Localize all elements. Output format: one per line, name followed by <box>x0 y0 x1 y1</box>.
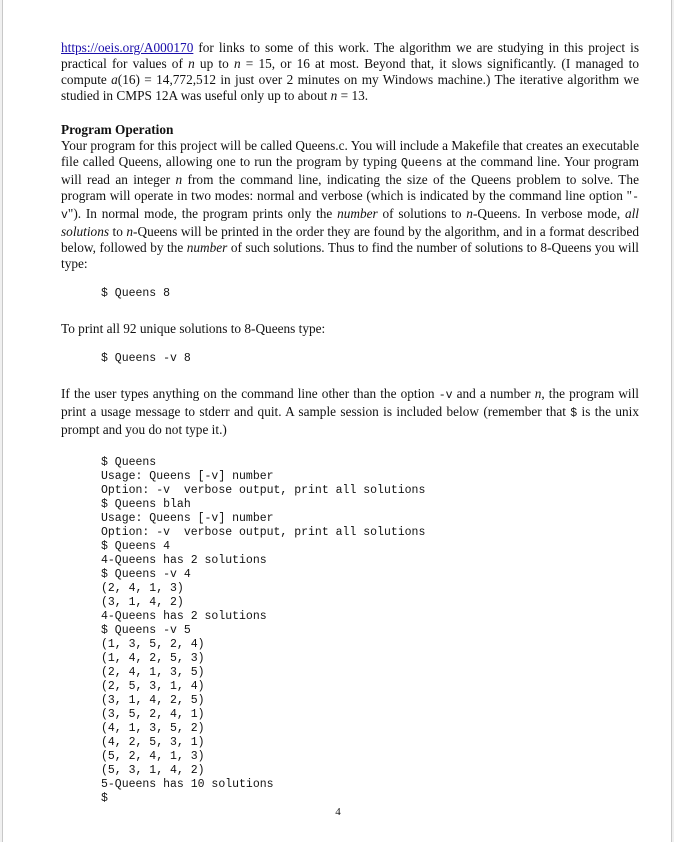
page-number: 4 <box>335 806 341 818</box>
inline-code: -v <box>438 389 453 402</box>
text: -Queens will be printed in the order they are found by the algorithm, and in a format described below, followed by the <box>61 224 639 255</box>
page-content <box>61 40 639 806</box>
text: of such solutions. Thus to find the number of solutions to 8-Queens you will type: <box>61 240 639 271</box>
text: at the command line. Your program will read an integer <box>61 154 639 187</box>
text: and a number <box>452 386 535 401</box>
text: is the unix prompt and you do not type it.) <box>61 404 639 437</box>
paragraph-print-all: To print all 92 unique solutions to 8-Queens type: <box>61 321 326 336</box>
math-n: n <box>534 386 542 401</box>
text: = 13. <box>337 88 369 103</box>
oeis-link[interactable]: https://oeis.org/A000170 <box>61 40 194 55</box>
paragraph-program-operation <box>61 138 639 272</box>
text: = 15, or 16 at most. Beyond that, it slows significantly. (I managed to compute <box>61 56 639 87</box>
math-n: n <box>175 172 183 187</box>
emphasis: number <box>337 206 378 221</box>
sample-session: $ Queens Usage: Queens [-v] number Option: -v verbose output, print all solutions $ Queens blah Usage: Queens [-v] number Option: -v verbose output, print all solutions $ Queens 4 4-Queens has 2 solutions $ Queens -v 4 (2, 4, 1, 3) (3, 1, 4, 2) 4-Queens has 2 solutions $ Queens -v 5 (1, 3, 5, 2, 4) (1, 4, 2, 5, 3) (2, 4, 1, 3, 5) (2, 5, 3, 1, 4) (3, 1, 4, 2, 5) (3, 5, 2, 4, 1) (4, 1, 3, 5, 2) (4, 2, 5, 3, 1) (5, 2, 4, 1, 3) (5, 3, 1, 4, 2) 5-Queens has 10 solutions $ <box>101 456 426 805</box>
inline-code: Queens <box>400 157 443 170</box>
section-heading: Program Operation <box>61 122 174 137</box>
command-example-1: $ Queens 8 <box>101 287 171 300</box>
math-n: n <box>126 224 134 239</box>
text: from the command line, indicating the size of the Queens problem to solve. The program will operate in two modes: normal and verbose (which is indicated by the command line option " <box>61 172 639 203</box>
inline-code: -v <box>61 191 639 222</box>
text: "). In normal mode, the program prints only the <box>67 206 338 221</box>
inline-code: $ <box>570 407 578 420</box>
text: , the program will print a usage message to stderr and quit. A sample session is included below (remember that <box>61 386 640 419</box>
text: up to <box>194 56 234 71</box>
math-n: n <box>466 206 473 221</box>
text: for links to some of this work. The algorithm we are studying in this project is practical for values of <box>61 40 639 71</box>
command-example-2: $ Queens -v 8 <box>101 352 191 365</box>
paragraph-oeis <box>61 40 639 104</box>
math-a: a <box>111 72 118 87</box>
paragraph-usage <box>61 386 639 438</box>
emphasis: number <box>186 240 228 255</box>
math-n: n <box>233 56 241 71</box>
math-n: n <box>188 56 195 71</box>
text: of solutions to <box>377 206 467 221</box>
text: If the user types anything on the command line other than the option <box>61 386 439 401</box>
text: -Queens. In verbose mode, <box>472 206 625 221</box>
emphasis: all solutions <box>61 206 639 239</box>
text: to <box>109 224 127 239</box>
text: (16) = 14,772,512 in just over 2 minutes on my Windows machine.) The iterative algorithm we studied in CMPS 12A was useful only up to about <box>61 72 639 103</box>
math-n: n <box>330 88 338 103</box>
text: Your program for this project will be called Queens.c. You will include a Makefile that creates an executable file called Queens, allowing one to run the program by typing <box>61 138 639 169</box>
document-page <box>2 0 672 842</box>
